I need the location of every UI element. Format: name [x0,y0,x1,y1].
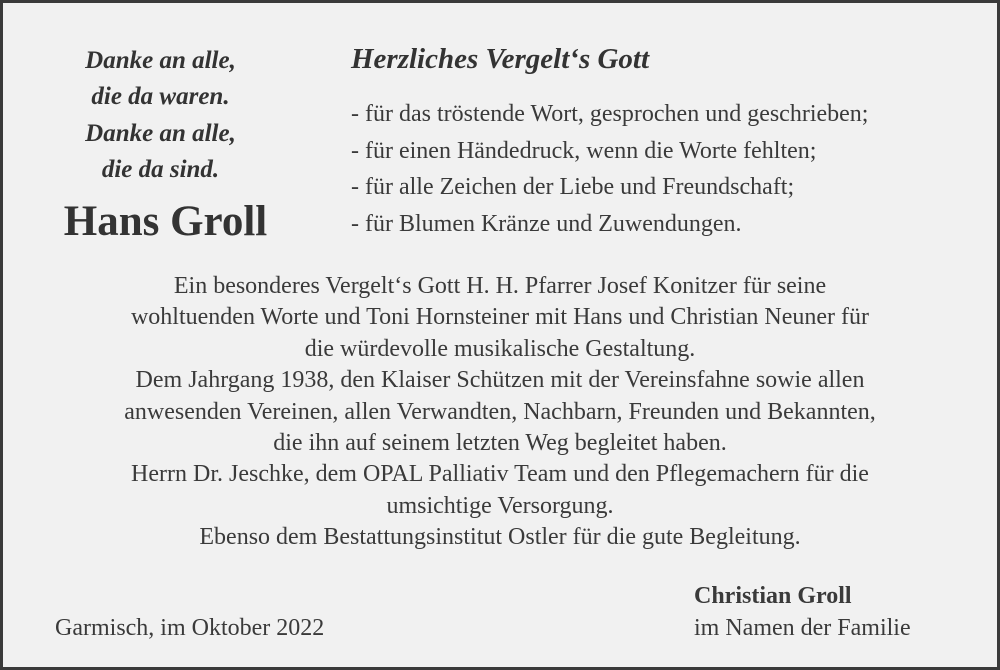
signer-name: Christian Groll [694,583,852,609]
quote-line: die da sind. [101,156,220,183]
body-line: die würdevolle musikalische Gestaltung. [304,335,696,362]
body-line: anwesenden Vereinen, allen Verwandten, Nachbarn, Freunden und Bekannten, [124,398,876,425]
body-line: Dem Jahrgang 1938, den Klaiser Schützen mit der Vereinsfahne sowie allen [135,367,865,394]
thanks-list-item: - für Blumen Kränze und Zuwendungen. [351,210,742,237]
thanks-list [351,96,868,242]
quote-second-stanza [53,116,268,188]
thanks-list-item: - für das tröstende Wort, gesprochen und geschrieben; [351,101,869,127]
quote-line: Danke an alle, [85,120,236,147]
thanks-heading: Herzliches Vergelt‘s Gott [351,43,650,75]
signature-block [694,580,911,644]
thanks-list-item: - für einen Händedruck, wenn die Worte fehlten; [351,137,817,164]
body-line: Herrn Dr. Jeschke, dem OPAL Palliativ Team und den Pflegemachern für die [131,461,869,488]
signer-subline: im Namen der Familie [694,615,911,641]
thanks-list-item: - für alle Zeichen der Liebe und Freundschaft; [351,174,795,200]
quote-line: Danke an alle, [85,47,236,74]
body-line: umsichtige Versorgung. [386,492,614,519]
body-line: wohltuenden Worte und Toni Hornsteiner mit Hans und Christian Neuner für [130,304,870,331]
body-line: die ihn auf seinem letzten Weg begleitet haben. [273,430,727,457]
deceased-name: Hans Groll [63,198,268,245]
body-line: Ein besonderes Vergelt‘s Gott H. H. Pfarrer Josef Konitzer für seine [173,273,827,299]
quote-line: die da waren. [91,83,230,110]
place-date: Garmisch, im Oktober 2022 [55,615,325,641]
acknowledgement-text [23,271,977,554]
body-line: Ebenso dem Bestattungsinstitut Ostler für die gute Begleitung. [199,524,801,551]
quote-first-stanza [53,43,268,115]
